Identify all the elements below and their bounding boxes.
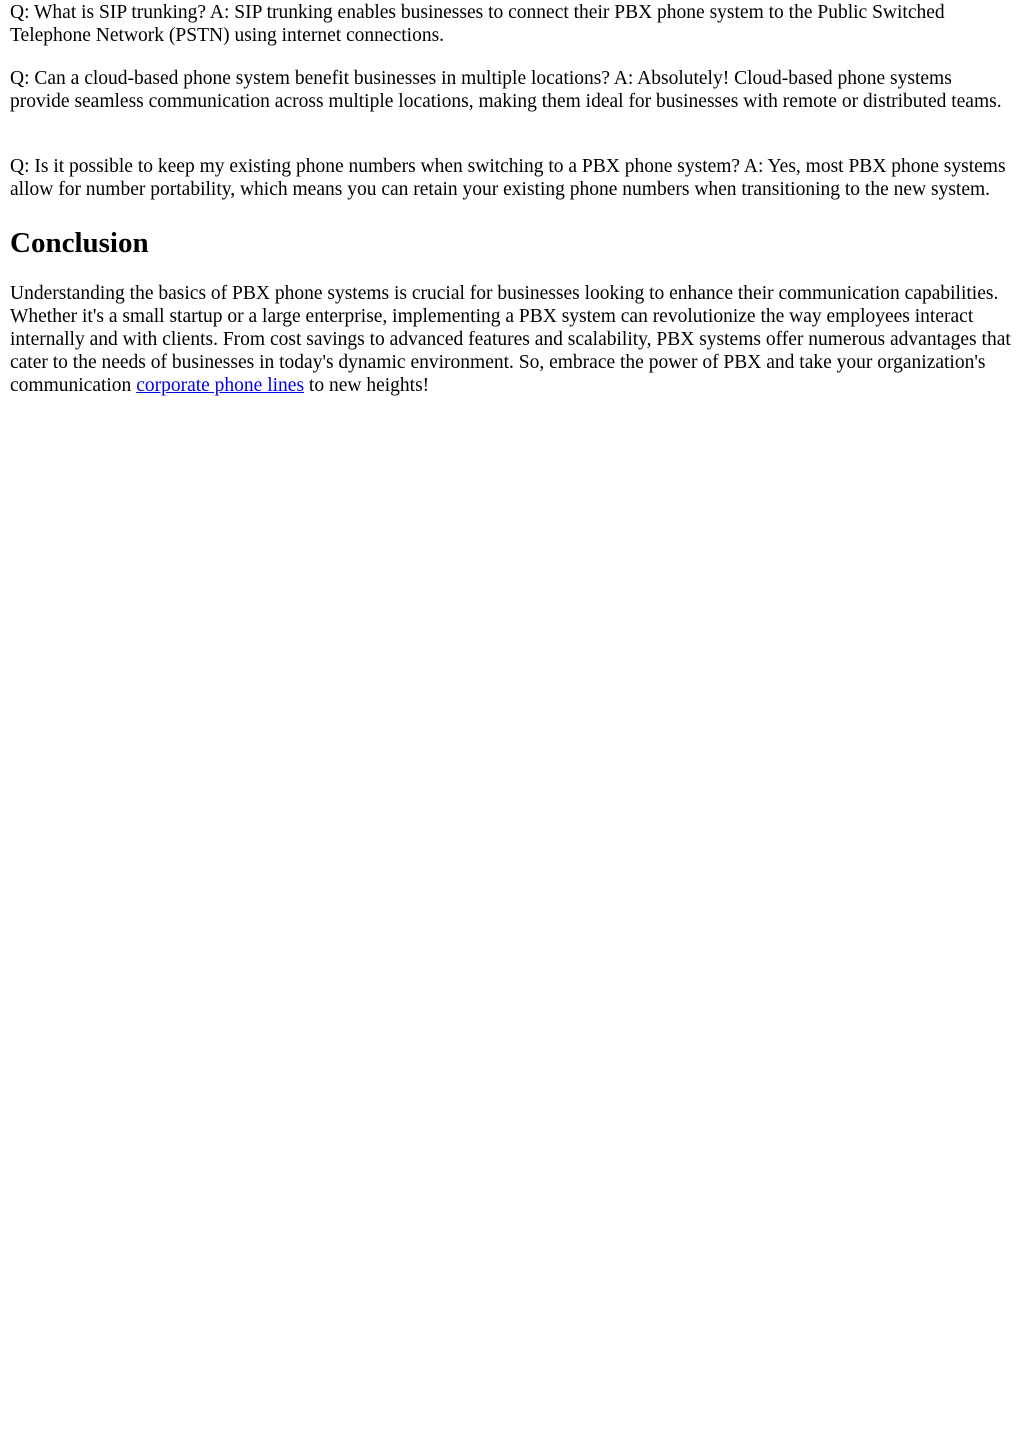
conclusion-paragraph bbox=[10, 282, 1016, 397]
faq-number-portability: Q: Is it possible to keep my existing phone numbers when switching to a PBX phone system? A: Yes, most PBX phone systems allow for number portability, which means you can retain your existing phone numbers when transitioning to the new system. bbox=[10, 156, 1006, 200]
article-page bbox=[0, 0, 1024, 397]
conclusion-heading: Conclusion bbox=[10, 227, 149, 259]
conclusion-text-after-link: to new heights! bbox=[304, 375, 430, 396]
faq-cloud-multiple-locations: Q: Can a cloud-based phone system benefit businesses in multiple locations? A: Absolutely! Cloud-based phone systems provide seamless communication across multiple locations, making them ideal for businesses with remote or distributed teams. bbox=[10, 68, 1002, 112]
corporate-phone-lines-link[interactable]: corporate phone lines bbox=[136, 375, 305, 396]
conclusion-text-before-link: Understanding the basics of PBX phone systems is crucial for businesses looking to enhance their communication capabilities. Whether it's a small startup or a large enterprise, implementing a PBX system can revolutionize the way employees interact internally and with clients. From cost savings to advanced features and scalability, PBX systems offer numerous advantages that cater to the needs of businesses in today's dynamic environment. So, embrace the power of PBX and take your organization's communication bbox=[10, 283, 1011, 396]
faq-sip-trunking: Q: What is SIP trunking? A: SIP trunking enables businesses to connect their PBX phone system to the Public Switched Telephone Network (PSTN) using internet connections. bbox=[10, 2, 945, 46]
